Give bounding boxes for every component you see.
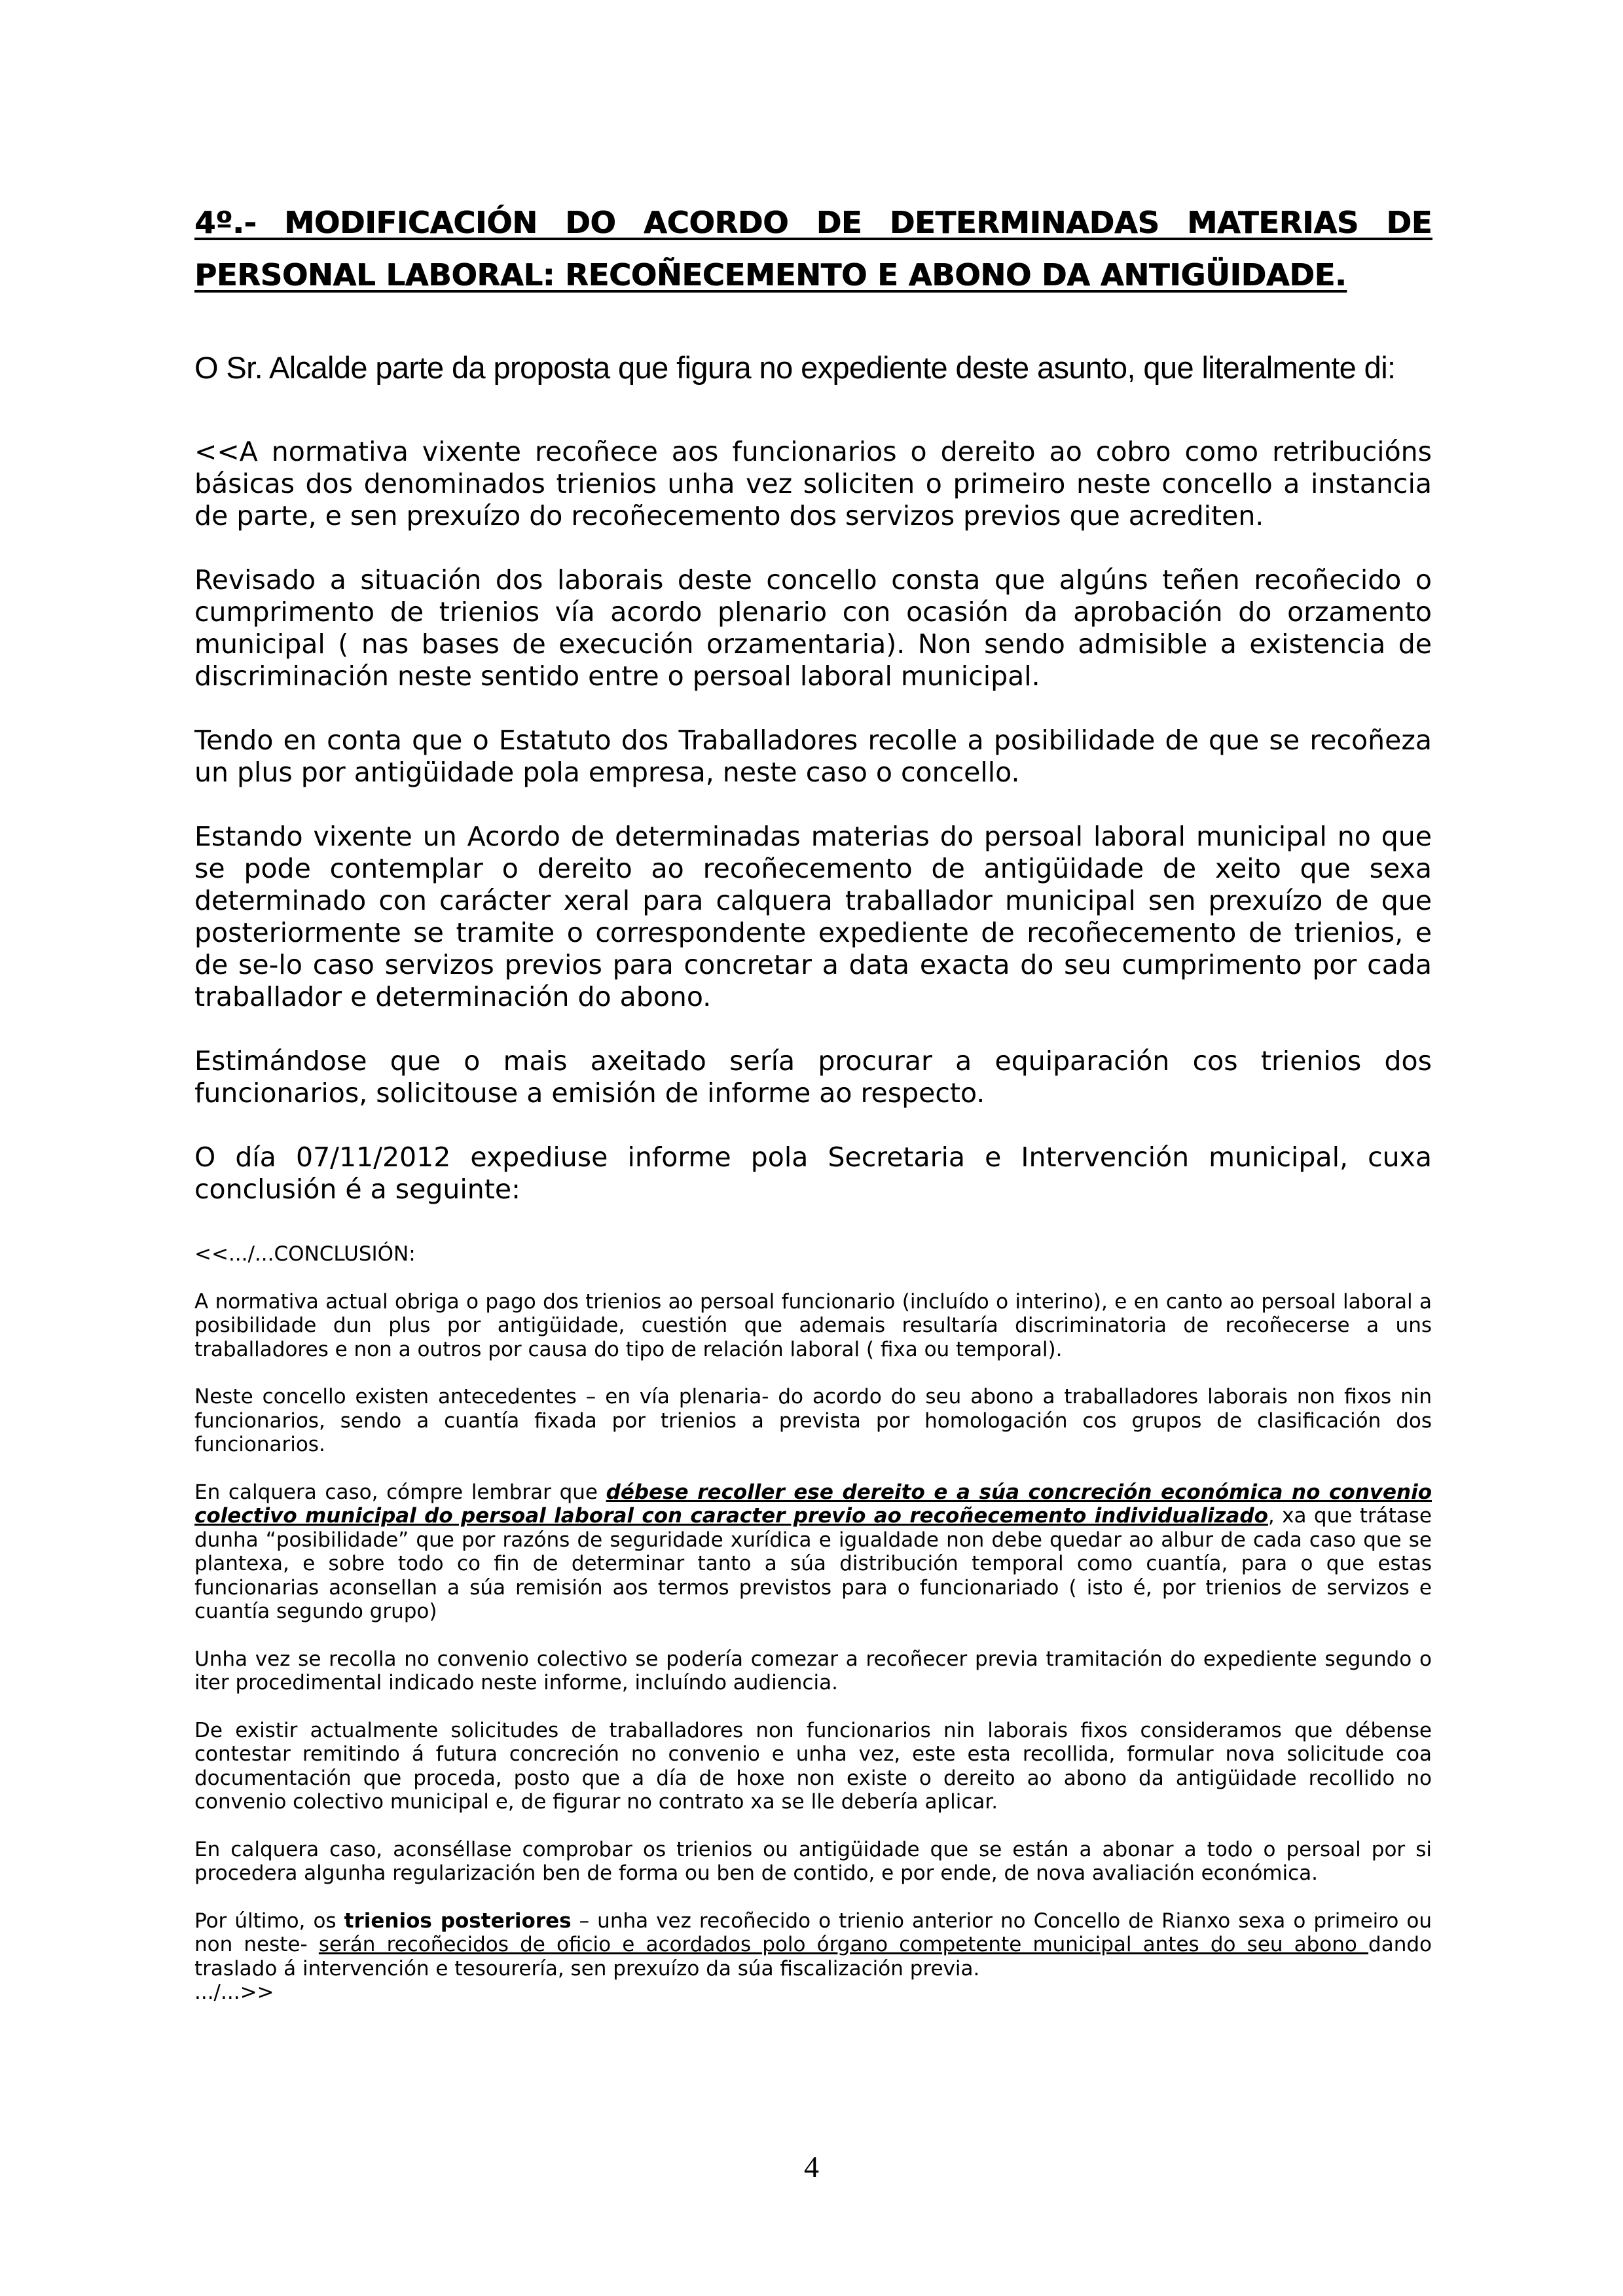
conclusion-paragraph xyxy=(194,1480,1432,1624)
conclusion-text: – unha vez recoñecido o trienio anterior no Concello de Rianxo sexa o primeiro ou non neste- xyxy=(194,1909,1432,1956)
conclusion-paragraph: A normativa actual obriga o pago dos trienios ao persoal funcionario (incluído o interino), e en canto ao persoal laboral a posibilidade dun plus por antigüidade, cuestión que ademais resultaría discriminatoria de recoñecerse a uns traballadores e non a outros por causa do tipo de relación laboral ( fixa ou temporal). xyxy=(194,1289,1432,1361)
conclusion-label: <<.../...CONCLUSIÓN: xyxy=(194,1242,416,1266)
underlined-text: serán recoñecidos de oficio e acordados polo órgano competente municipal antes do seu abono xyxy=(318,1933,1369,1956)
intro-paragraph: O Sr. Alcalde parte da proposta que figura no expediente deste asunto, que literalmente di: xyxy=(194,350,1396,385)
quote-closing: .../...>> xyxy=(194,1981,274,2004)
conclusion-paragraph: En calquera caso, aconséllase comprobar os trienios ou antigüidade que se están a abonar a todo o persoal por si procedera algunha regularización ben de forma ou ben de contido, e por ende, de nova avaliación económica. xyxy=(194,1837,1432,1885)
conclusion-text: dando traslado á intervención e tesourería, sen prexuízo da súa fiscalización previa. xyxy=(194,1933,1432,1981)
conclusion-paragraph: Unha vez se recolla no convenio colectivo se podería comezar a recoñecer previa tramitación do expediente segundo o iter procedimental indicado neste informe, incluíndo audiencia. xyxy=(194,1647,1432,1695)
section-heading: 4º.- MODIFICACIÓN DO ACORDO DE DETERMINADAS MATERIAS DE PERSONAL LABORAL: RECOÑECEMENTO E ABONO DA ANTIGÜIDADE. xyxy=(194,205,1432,293)
emphasis-text: débese recoller ese dereito e a súa concreción económica no convenio colectivo municipal do persoal laboral con caracter previo ao recoñecemento individualizado xyxy=(194,1480,1432,1528)
conclusion-paragraph xyxy=(194,1909,1432,1981)
body-paragraph: Estimándose que o mais axeitado sería procurar a equiparación cos trienios dos funcionarios, solicitouse a emisión de informe ao respecto. xyxy=(194,1045,1432,1109)
document-page xyxy=(194,196,1432,2005)
body-paragraph: O día 07/11/2012 expediuse informe pola Secretaria e Intervención municipal, cuxa conclusión é a seguinte: xyxy=(194,1141,1432,1205)
conclusion-paragraph: De existir actualmente solicitudes de traballadores non funcionarios nin laborais fixos consideramos que débense contestar remitindo á futura concreción no convenio e unha vez, este esta recollida, formular nova solicitude coa documentación que proceda, posto que a día de hoxe non existe o dereito ao abono da antigüidade recollido no convenio colectivo municipal e, de figurar no contrato xa se lle debería aplicar. xyxy=(194,1718,1432,1814)
page-number: 4 xyxy=(804,2150,819,2183)
body-paragraph: Revisado a situación dos laborais deste concello consta que algúns teñen recoñecido o cumprimento de trienios vía acordo plenario con ocasión da aprobación do orzamento municipal ( nas bases de execución orzamentaria). Non sendo admisible a existencia de discriminación neste sentido entre o persoal laboral municipal. xyxy=(194,564,1432,692)
body-paragraph: Estando vixente un Acordo de determinadas materias do persoal laboral municipal no que se pode contemplar o dereito ao recoñecemento de antigüidade de xeito que sexa determinado con carácter xeral para calquera traballador municipal sen prexuízo de que posteriormente se tramite o correspondente expediente de recoñecemento de trienios, e de se-lo caso servizos previos para concretar a data exacta do seu cumprimento por cada traballador e determinación do abono. xyxy=(194,821,1432,1013)
body-paragraph: Tendo en conta que o Estatuto dos Traballadores recolle a posibilidade de que se recoñeza un plus por antigüidade pola empresa, neste caso o concello. xyxy=(194,725,1432,788)
conclusion-text: En calquera caso, cómpre lembrar que xyxy=(194,1480,606,1504)
conclusion-paragraph: Neste concello existen antecedentes – en vía plenaria- do acordo do seu abono a traballadores laborais non fixos nin funcionarios, sendo a cuantía fixada por trienios a prevista por homologación cos grupos de clasificación dos funcionarios. xyxy=(194,1385,1432,1456)
conclusion-text: , xa que trátase dunha “posibilidade” que por razóns de seguridade xurídica e igualdade non debe quedar ao albur de cada caso que se plantexa, e sobre todo co fin de determinar tanto a súa distribución temporal como cuantía, para o que estas funcionarias aconsellan a súa remisión aos termos previstos para o funcionariado ( isto é, por trienios de servizos e cuantía segundo grupo) xyxy=(194,1504,1432,1623)
conclusion-text: Por último, os xyxy=(194,1909,344,1933)
bold-text: trienios posteriores xyxy=(344,1909,572,1933)
body-paragraph: <<A normativa vixente recoñece aos funcionarios o dereito ao cobro como retribucións básicas dos denominados trienios unha vez soliciten o primeiro neste concello a instancia de parte, e sen prexuízo do recoñecemento dos servizos previos que acrediten. xyxy=(194,436,1432,531)
